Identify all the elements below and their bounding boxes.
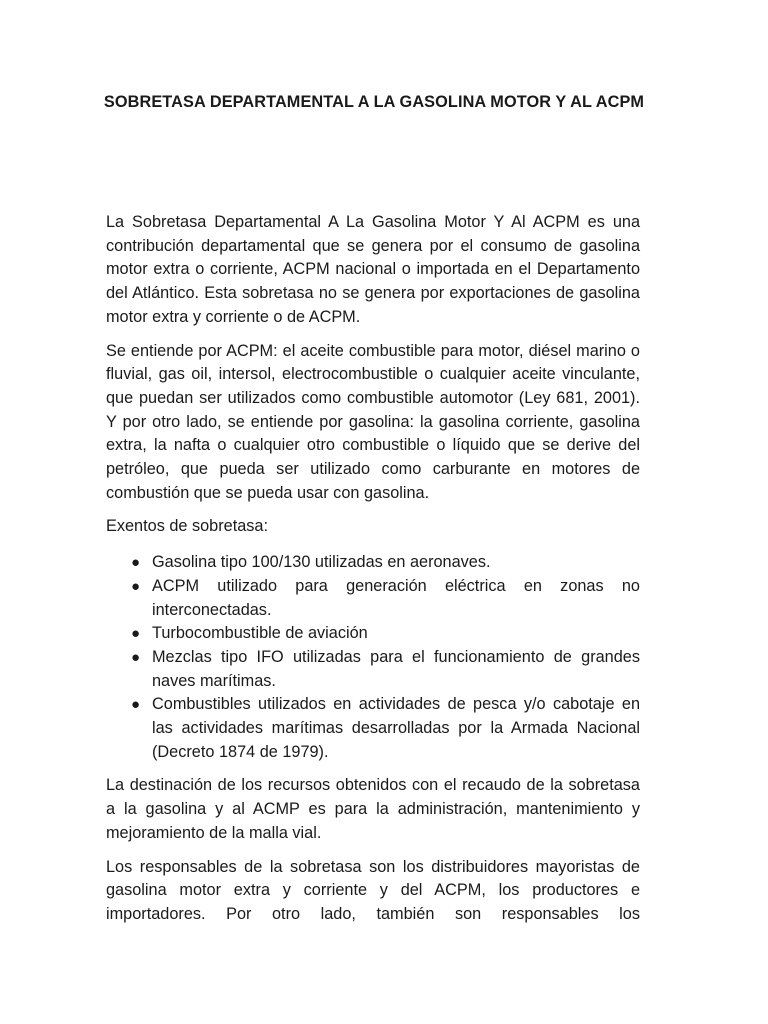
list-item-text: Turbocombustible de aviación <box>152 624 368 643</box>
bullet-icon: ● <box>131 554 141 572</box>
paragraph-responsables: Los responsables de la sobretasa son los distribuidores mayoristas de gasolina motor extra y corriente y del ACPM, los productores e importadores. Por otro lado, también son responsables los <box>106 857 640 923</box>
document-body <box>106 211 640 937</box>
list-item-text: Gasolina tipo 100/130 utilizadas en aeronaves. <box>152 553 491 572</box>
list-item <box>131 551 640 575</box>
list-item-text: ACPM utilizado para generación eléctrica en zonas no interconectadas. <box>152 576 640 619</box>
paragraph-definition: La Sobretasa Departamental A La Gasolina Motor Y Al ACPM es una contribución departamental que se genera por el consumo de gasolina motor extra o corriente, ACPM nacional o importada en el Departamento del Atlántico. Esta sobretasa no se genera por exportaciones de gasolina motor extra y corriente o de ACPM. <box>106 213 640 326</box>
list-item <box>131 646 640 693</box>
list-item <box>131 693 640 764</box>
paragraph-destinacion: La destinación de los recursos obtenidos con el recaudo de la sobretasa a la gasolina y al ACMP es para la administración, mantenimiento y mejoramiento de la malla vial. <box>106 776 640 842</box>
exentos-list <box>106 551 640 764</box>
list-item <box>131 622 640 646</box>
bullet-icon: ● <box>131 696 141 714</box>
page-title: SOBRETASA DEPARTAMENTAL A LA GASOLINA MOTOR Y AL ACPM <box>103 93 645 111</box>
bullet-icon: ● <box>131 625 141 643</box>
list-item-text: Mezclas tipo IFO utilizadas para el funcionamiento de grandes naves marítimas. <box>152 647 640 690</box>
bullet-icon: ● <box>131 577 141 595</box>
list-item <box>131 575 640 622</box>
list-item-text: Combustibles utilizados en actividades de pesca y/o cabotaje en las actividades marítimas desarrolladas por la Armada Nacional (Decreto 1874 de 1979). <box>152 695 640 761</box>
bullet-icon: ● <box>131 648 141 666</box>
paragraph-acpm-definition: Se entiende por ACPM: el aceite combustible para motor, diésel marino o fluvial, gas oil, intersol, electrocombustible o cualquier aceite vinculante, que puedan ser utilizados como combustible automotor (Ley 681, 2001). Y por otro lado, se entiende por gasolina: la gasolina corriente, gasolina extra, la nafta o cualquier otro combustible o líquido que se derive del petróleo, que pueda ser utilizado como carburante en motores de combustión que se pueda usar con gasolina. <box>106 341 640 502</box>
paragraph-exentos-intro: Exentos de sobretasa: <box>106 517 269 536</box>
